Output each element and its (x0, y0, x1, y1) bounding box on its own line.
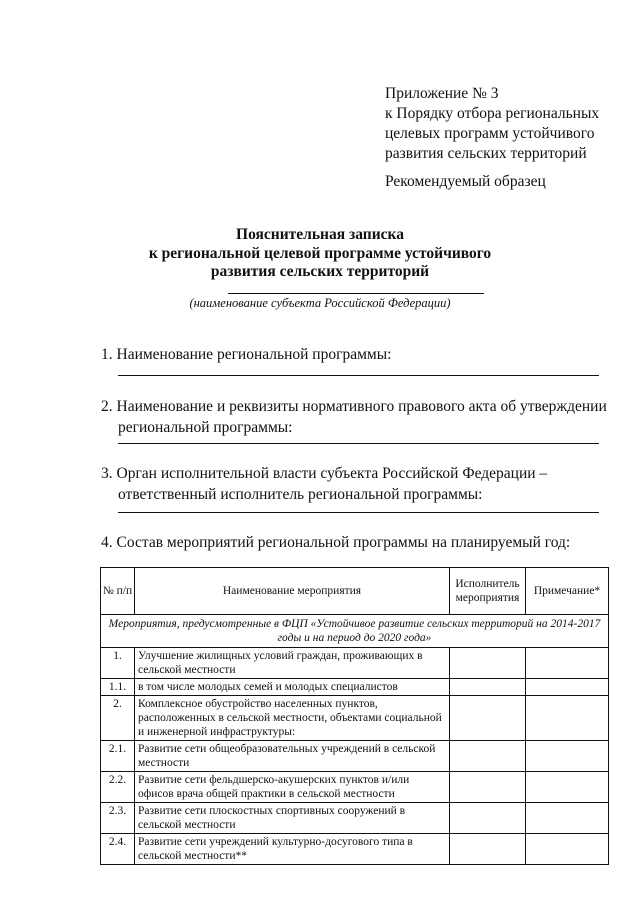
section-title: Мероприятия, предусмотренные в ФЦП «Устойчивое развитие сельских территорий на 2014-2017 годы и на период до 2020 года» (101, 615, 609, 648)
row-note (526, 679, 609, 696)
question-text: 1. Наименование региональной программы: (101, 346, 392, 363)
question-text-cont: региональной программы: (118, 419, 293, 436)
row-name: в том числе молодых семей и молодых специалистов (135, 679, 450, 696)
row-num: 1. (101, 648, 135, 679)
document-title (0, 226, 640, 282)
appendix-line: целевых программ устойчивого (385, 125, 595, 142)
row-num: 2.4. (101, 834, 135, 865)
table-row (101, 741, 609, 772)
header-note: Примечание* (526, 568, 609, 615)
table-header-row (101, 568, 609, 615)
row-note (526, 696, 609, 741)
appendix-line: к Порядку отбора региональных (385, 105, 600, 122)
row-note (526, 803, 609, 834)
row-executor (450, 772, 526, 803)
question-text-cont: ответственный исполнитель региональной программы: (118, 486, 483, 503)
row-num: 2. (101, 696, 135, 741)
row-note (526, 834, 609, 865)
row-executor (450, 696, 526, 741)
sample-label: Рекомендуемый образец (385, 173, 546, 190)
table-row (101, 679, 609, 696)
question-text: 3. Орган исполнительной власти субъекта Российской Федерации – (101, 465, 548, 482)
row-note (526, 648, 609, 679)
row-num: 2.2. (101, 772, 135, 803)
question-4 (101, 532, 570, 553)
header-name: Наименование мероприятия (135, 568, 450, 615)
title-line: к региональной целевой программе устойчивого (148, 244, 492, 262)
row-name: Улучшение жилищных условий граждан, проживающих в сельской местности (135, 648, 450, 679)
row-name: Комплексное обустройство населенных пунктов, расположенных в сельской местности, объектами социальной и инженерной инфраструктуры: (135, 696, 450, 741)
row-num: 2.3. (101, 803, 135, 834)
row-name: Развитие сети плоскостных спортивных сооружений в сельской местности (135, 803, 450, 834)
row-note (526, 772, 609, 803)
table-row (101, 772, 609, 803)
question-2 (101, 396, 607, 438)
question-text: 2. Наименование и реквизиты нормативного правового акта об утверждении (101, 398, 607, 415)
row-executor (450, 648, 526, 679)
events-table (100, 567, 609, 865)
question-1-fill-line (118, 375, 599, 376)
title-line: Пояснительная записка (236, 226, 404, 243)
row-executor (450, 834, 526, 865)
question-text: 4. Состав мероприятий региональной программы на планируемый год: (101, 534, 571, 551)
appendix-line: Приложение № 3 (385, 85, 499, 102)
question-3 (101, 463, 547, 505)
row-num: 2.1. (101, 741, 135, 772)
header-executor: Исполнитель мероприятия (450, 568, 526, 615)
title-line: развития сельских территорий (210, 263, 430, 280)
header-num: № п/п (101, 568, 135, 615)
subject-caption: (наименование субъекта Российской Федерации) (189, 296, 451, 310)
question-3-fill-line (118, 512, 599, 513)
table-row (101, 834, 609, 865)
row-name: Развитие сети общеобразовательных учреждений в сельской местности (135, 741, 450, 772)
row-executor (450, 679, 526, 696)
table-section-row (101, 615, 609, 648)
table-row (101, 803, 609, 834)
question-2-fill-line (118, 443, 599, 444)
table-row (101, 648, 609, 679)
appendix-line: развития сельских территорий (385, 145, 587, 162)
question-1 (101, 344, 391, 365)
row-name: Развитие сети учреждений культурно-досугового типа в сельской местности** (135, 834, 450, 865)
row-note (526, 741, 609, 772)
row-executor (450, 803, 526, 834)
row-num: 1.1. (101, 679, 135, 696)
subject-fill-line (228, 293, 484, 294)
row-name: Развитие сети фельдшерско-акушерских пунктов и/или офисов врача общей практики в сельской местности (135, 772, 450, 803)
table-row (101, 696, 609, 741)
appendix-block (385, 84, 599, 164)
row-executor (450, 741, 526, 772)
